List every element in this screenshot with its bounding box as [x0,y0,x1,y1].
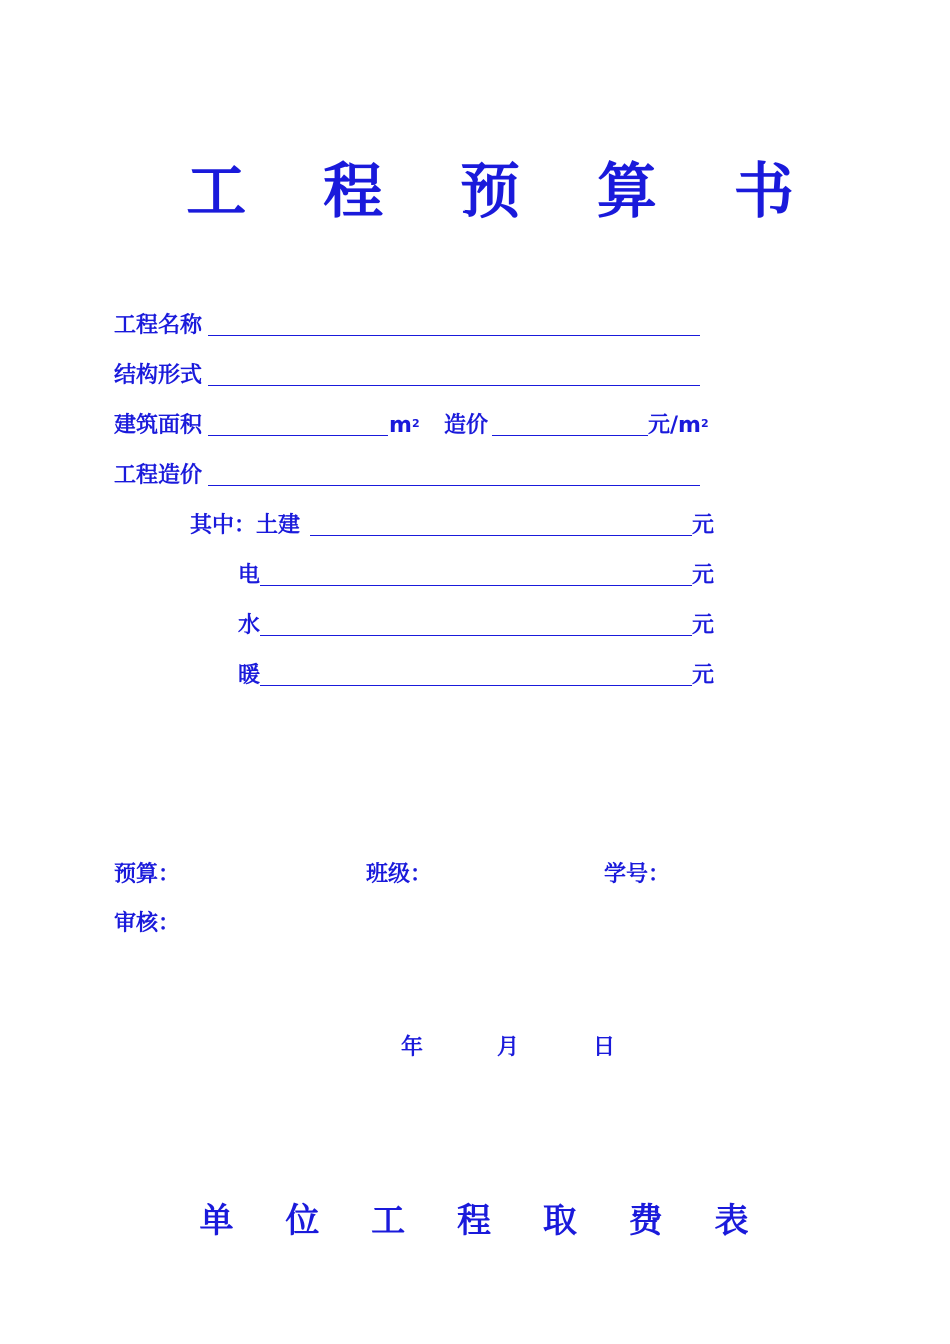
heating-field[interactable] [260,685,692,686]
student-no-label: 学号： [604,862,671,887]
unit-price-field[interactable] [492,435,648,436]
area-label: 建筑面积 [114,413,203,438]
project-cost-label: 工程造价 [114,463,203,488]
budget-label: 预算： [114,862,181,887]
class-label: 班级： [366,862,433,887]
heating-label: 暖 [238,663,261,688]
water-unit: 元 [692,613,715,638]
date-day: 日 [593,1035,616,1060]
date-year: 年 [401,1035,424,1060]
area-unit: $m^2$ [389,413,420,438]
date-month: 月 [497,1035,520,1060]
civil-unit: 元 [692,513,715,538]
electric-field[interactable] [260,585,692,586]
area-field[interactable] [208,435,388,436]
water-field[interactable] [260,635,692,636]
heating-unit: 元 [692,663,715,688]
project-cost-field[interactable] [208,485,700,486]
section-title: 单 位 工 程 取 费 表 [199,1201,769,1241]
structure-field[interactable] [208,385,700,386]
unit-price-label: 造价 [444,413,489,438]
review-label: 审核： [114,911,181,936]
water-label: 水 [238,613,261,638]
civil-field[interactable] [310,535,692,536]
project-name-label: 工程名称 [114,313,203,338]
electric-unit: 元 [692,563,715,588]
civil-label: 其中：土建 [190,513,301,538]
document-title: 工 程 预 算 书 [186,157,822,227]
electric-label: 电 [238,563,261,588]
project-name-field[interactable] [208,335,700,336]
structure-label: 结构形式 [114,363,203,388]
price-unit: 元$/m^2$ [648,413,709,438]
